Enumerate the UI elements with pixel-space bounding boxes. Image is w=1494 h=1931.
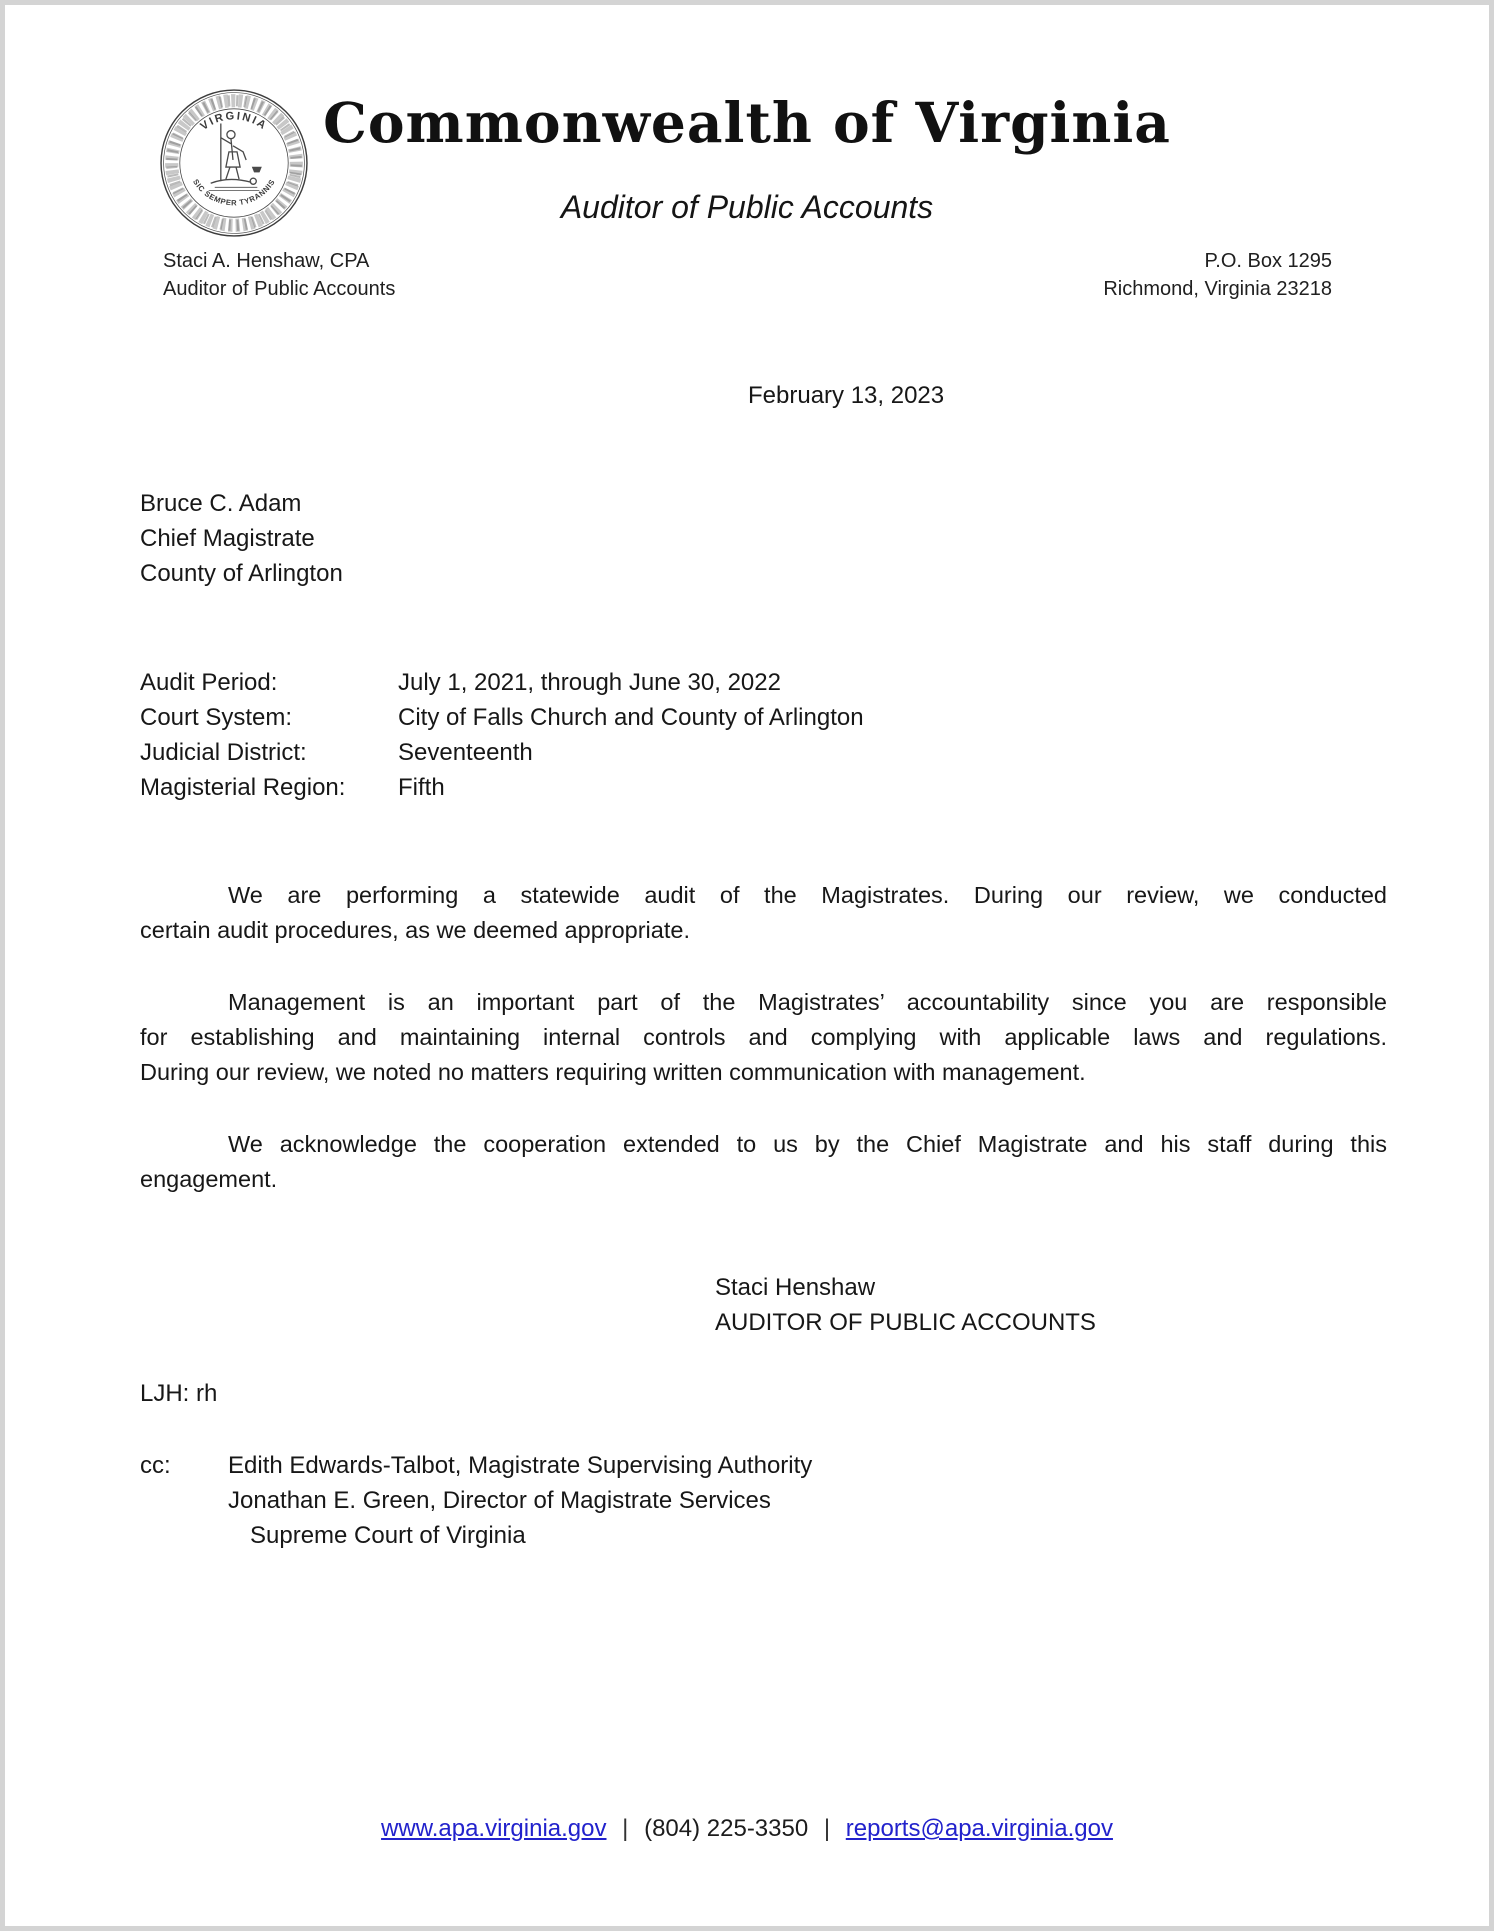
paragraph-line: During our review, we noted no matters requiring written communication with management. bbox=[140, 1059, 1086, 1085]
website-link[interactable]: www.apa.virginia.gov bbox=[381, 1815, 607, 1842]
paragraph-line: We acknowledge the cooperation extended to us by the Chief Magistrate and his staff during this bbox=[228, 1131, 1387, 1157]
recipient-block bbox=[140, 486, 343, 591]
audit-value: City of Falls Church and County of Arlington bbox=[398, 704, 864, 731]
footer-separator: | bbox=[823, 1815, 831, 1842]
audit-row-judicial-district bbox=[140, 735, 864, 770]
email-link[interactable]: reports@apa.virginia.gov bbox=[845, 1815, 1113, 1842]
audit-value: Seventeenth bbox=[398, 739, 533, 766]
audit-value: July 1, 2021, through June 30, 2022 bbox=[398, 669, 781, 696]
paragraph-1 bbox=[140, 878, 1387, 948]
cc-label: cc: bbox=[140, 1452, 171, 1479]
org-subtitle: Auditor of Public Accounts bbox=[560, 189, 934, 225]
official-block bbox=[163, 248, 395, 303]
phone-number: (804) 225-3350 bbox=[644, 1815, 809, 1842]
paragraph-line: for establishing and maintaining internal controls and complying with applicable laws and regulations. bbox=[140, 1024, 1387, 1050]
audit-info-table bbox=[140, 665, 864, 805]
signature-name: Staci Henshaw bbox=[715, 1274, 876, 1301]
date-line: February 13, 2023 bbox=[748, 382, 945, 409]
seal-bottom-text: SIC SEMPER TYRANNIS bbox=[191, 177, 277, 208]
cc-recipient: Supreme Court of Virginia bbox=[250, 1522, 526, 1549]
paragraph-line: engagement. bbox=[140, 1166, 278, 1192]
audit-value: Fifth bbox=[398, 774, 445, 801]
address-block bbox=[1103, 248, 1332, 303]
cc-recipient: Edith Edwards-Talbot, Magistrate Supervising Authority bbox=[228, 1452, 813, 1479]
cc-recipients bbox=[228, 1448, 812, 1553]
paragraph-line: certain audit procedures, as we deemed appropriate. bbox=[140, 917, 690, 943]
recipient-organization: County of Arlington bbox=[140, 560, 343, 587]
audit-row-court-system bbox=[140, 700, 864, 735]
signature-block bbox=[715, 1270, 1096, 1340]
audit-label: Magisterial Region: bbox=[140, 774, 346, 801]
audit-label: Judicial District: bbox=[140, 739, 307, 766]
footer-contact-line bbox=[5, 1811, 1489, 1846]
footer-separator: | bbox=[622, 1815, 629, 1842]
paragraph-3 bbox=[140, 1127, 1387, 1197]
audit-label: Audit Period: bbox=[140, 669, 278, 696]
org-title: Commonwealth of Virginia bbox=[323, 90, 1171, 155]
official-name: Staci A. Henshaw, CPA bbox=[163, 250, 370, 272]
recipient-title: Chief Magistrate bbox=[140, 525, 315, 552]
cc-block bbox=[140, 1448, 812, 1553]
po-box: P.O. Box 1295 bbox=[1204, 250, 1332, 272]
audit-row-magisterial-region bbox=[140, 770, 864, 805]
paragraph-line: We are performing a statewide audit of the Magistrates. During our review, we conducted bbox=[228, 882, 1387, 908]
seal-top-text: VIRGINIA bbox=[198, 110, 270, 133]
audit-label: Court System: bbox=[140, 704, 293, 731]
letter-body bbox=[140, 878, 1387, 1234]
city-state-zip: Richmond, Virginia 23218 bbox=[1103, 277, 1332, 300]
recipient-name: Bruce C. Adam bbox=[140, 490, 302, 517]
reference-initials: LJH: rh bbox=[140, 1380, 218, 1407]
audit-row-period bbox=[140, 665, 864, 700]
signature-title: AUDITOR OF PUBLIC ACCOUNTS bbox=[715, 1309, 1096, 1336]
official-title: Auditor of Public Accounts bbox=[163, 277, 396, 300]
paragraph-line: Management is an important part of the Magistrates’ accountability since you are responsible bbox=[228, 989, 1387, 1015]
cc-recipient: Jonathan E. Green, Director of Magistrate Services bbox=[228, 1487, 771, 1514]
paragraph-2 bbox=[140, 985, 1387, 1090]
